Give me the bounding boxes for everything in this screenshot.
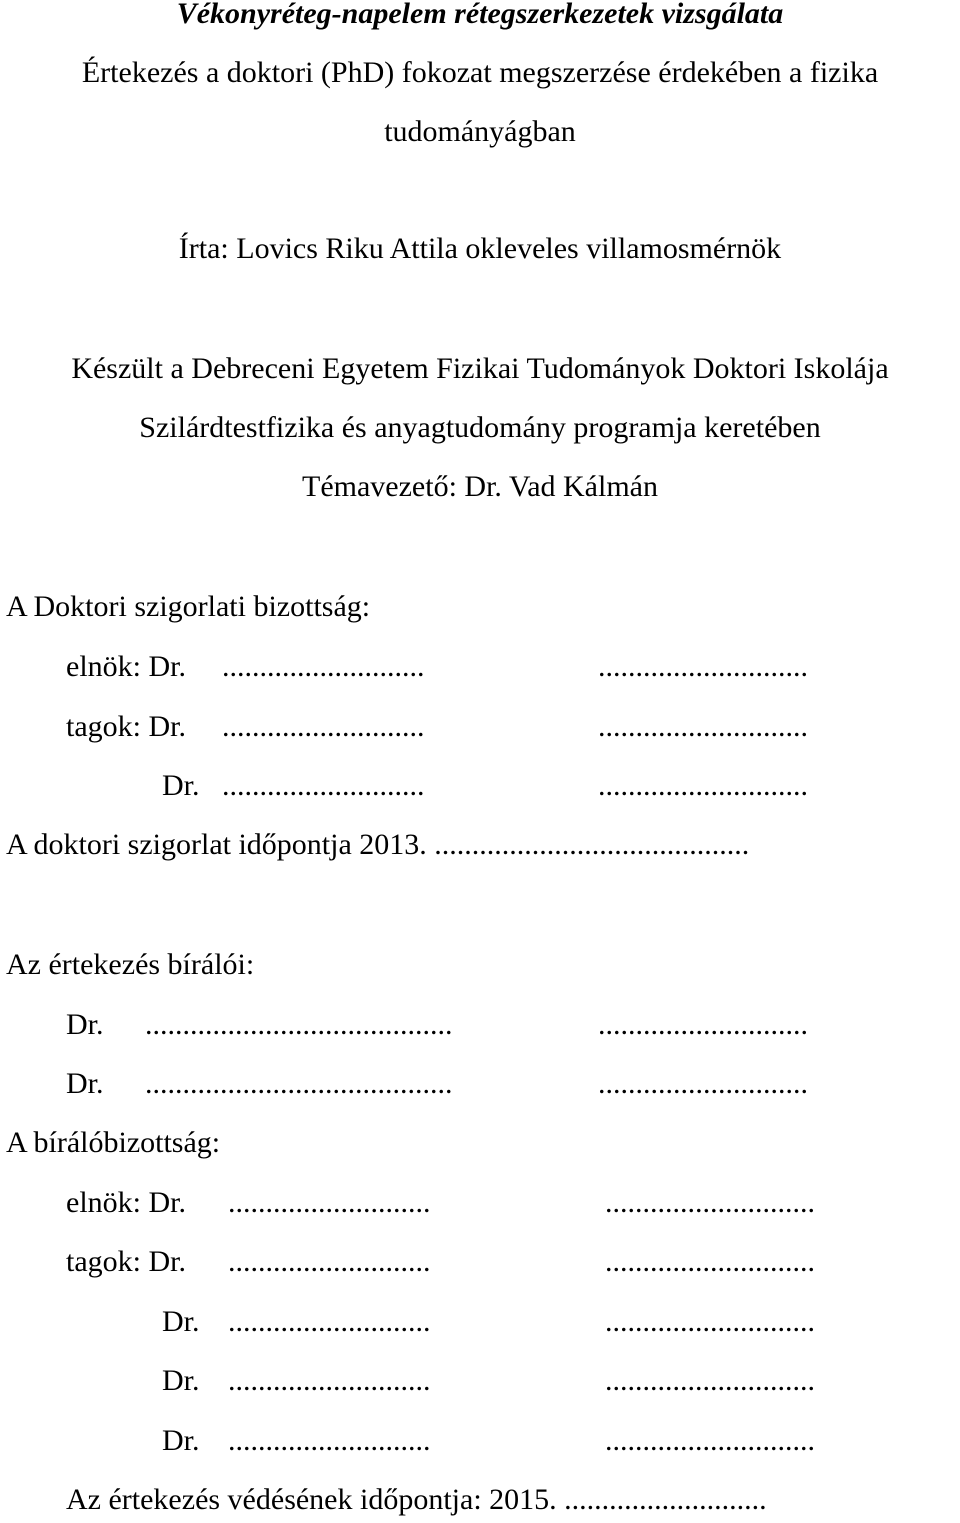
exam-chair-signature-blank: ............................ [598, 650, 808, 683]
review-member3-label: Dr. [162, 1364, 200, 1397]
author-line: Írta: Lovics Riku Attila okleveles villamosmérnök [178, 232, 782, 265]
review-member2-signature-blank: ............................ [605, 1305, 815, 1338]
review-member4-signature-blank: ............................ [605, 1424, 815, 1457]
exam-member2-label: Dr. [162, 769, 200, 802]
exam-chair-name-blank: ........................... [222, 650, 425, 683]
thesis-subtitle-line2: tudományágban [384, 115, 576, 148]
exam-member2-signature-blank: ............................ [598, 769, 808, 802]
exam-member1-signature-blank: ............................ [598, 710, 808, 743]
reviewer2-label: Dr. [66, 1067, 104, 1100]
institution-line1: Készült a Debreceni Egyetem Fizikai Tudományok Doktori Iskolája [71, 352, 889, 385]
review-chair-label: elnök: Dr. [66, 1186, 186, 1219]
review-chair-name-blank: ........................... [228, 1186, 431, 1219]
review-member4-label: Dr. [162, 1424, 200, 1457]
review-member3-signature-blank: ............................ [605, 1364, 815, 1397]
review-members-label: tagok: Dr. [66, 1245, 186, 1278]
thesis-subtitle-line1: Értekezés a doktori (PhD) fokozat megszerzése érdekében a fizika [81, 56, 879, 89]
institution-line2: Szilárdtestfizika és anyagtudomány programja keretében [139, 411, 821, 444]
supervisor-line: Témavezető: Dr. Vad Kálmán [302, 470, 658, 503]
reviewer2-name-blank: ......................................... [145, 1067, 453, 1100]
review-chair-signature-blank: ............................ [605, 1186, 815, 1219]
review-member2-label: Dr. [162, 1305, 200, 1338]
review-member2-name-blank: ........................... [228, 1305, 431, 1338]
reviewer2-signature-blank: ............................ [598, 1067, 808, 1100]
defense-date-line: Az értekezés védésének időpontja: 2015. ........................... [66, 1483, 767, 1516]
exam-member1-name-blank: ........................... [222, 710, 425, 743]
exam-member2-name-blank: ........................... [222, 769, 425, 802]
exam-committee-heading: A Doktori szigorlati bizottság: [6, 590, 371, 623]
reviewer1-signature-blank: ............................ [598, 1008, 808, 1041]
reviewer1-label: Dr. [66, 1008, 104, 1041]
review-committee-heading: A bírálóbizottság: [6, 1126, 221, 1159]
exam-members-label: tagok: Dr. [66, 710, 186, 743]
review-member4-name-blank: ........................... [228, 1424, 431, 1457]
review-member1-name-blank: ........................... [228, 1245, 431, 1278]
review-member3-name-blank: ........................... [228, 1364, 431, 1397]
exam-date-line: A doktori szigorlat időpontja 2013. .......................................... [6, 828, 750, 861]
thesis-title: Vékonyréteg-napelem rétegszerkezetek vizsgálata [176, 0, 784, 30]
exam-chair-label: elnök: Dr. [66, 650, 186, 683]
reviewer1-name-blank: ......................................... [145, 1008, 453, 1041]
reviewers-heading: Az értekezés bírálói: [6, 948, 255, 981]
review-member1-signature-blank: ............................ [605, 1245, 815, 1278]
